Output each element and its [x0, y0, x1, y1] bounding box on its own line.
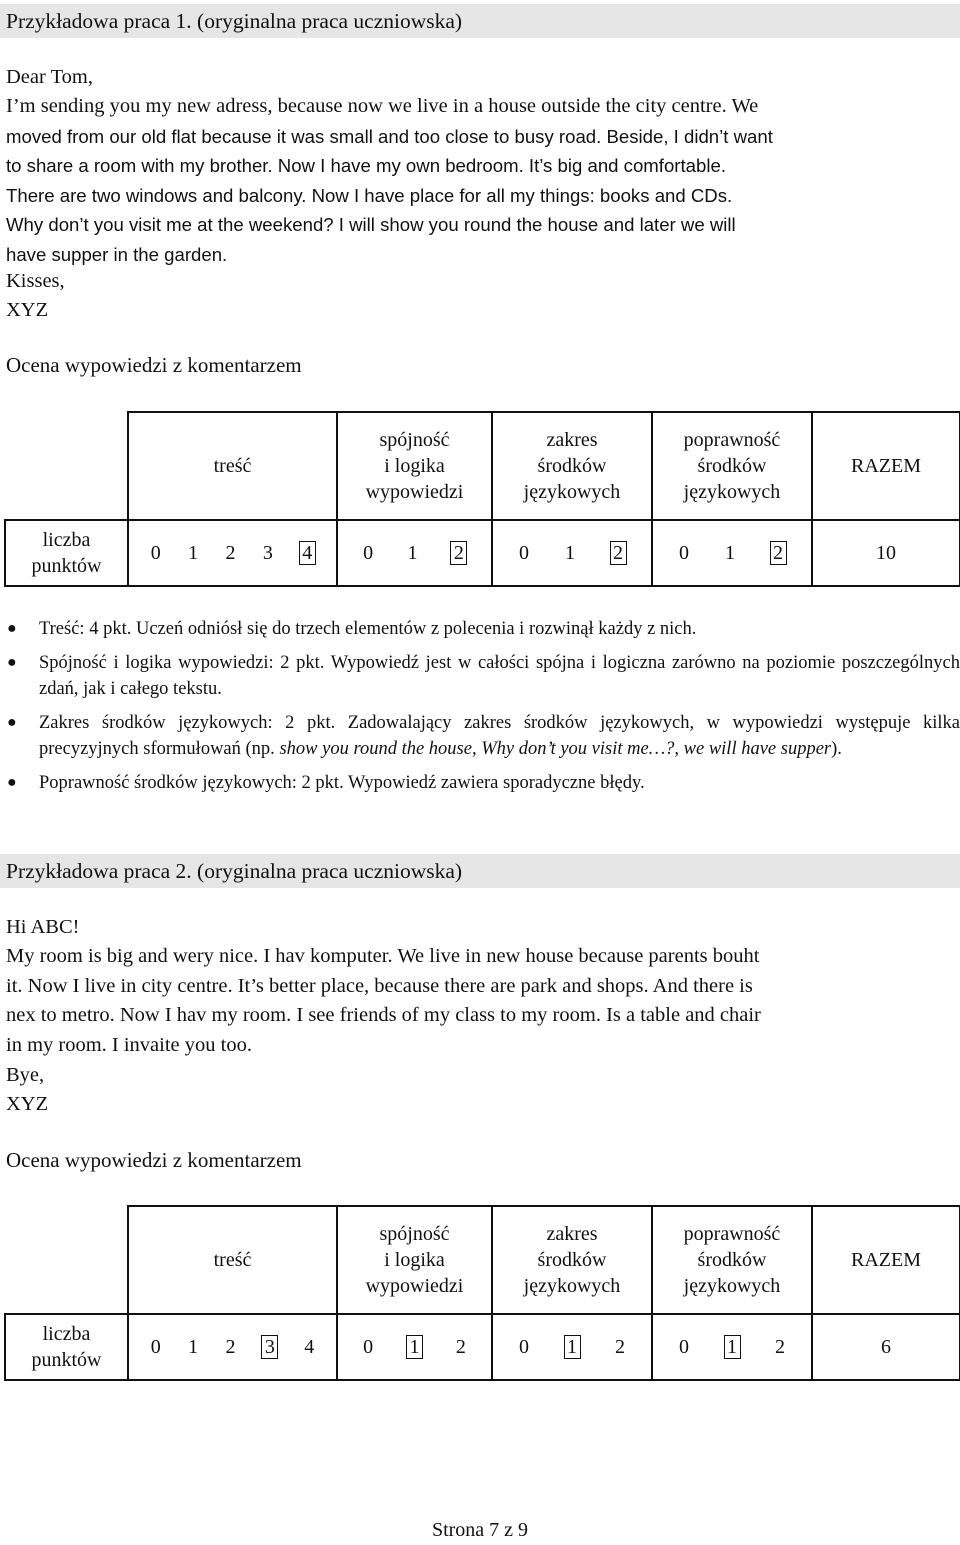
- comment-item: ● Spójność i logika wypowiedzi: 2 pkt. Wypowiedź jest w całości spójna i logiczna zarówno na poziomie poszczególnych zdań, jak i całego tekstu.: [0, 650, 960, 703]
- row-label: liczba punktów: [5, 1314, 128, 1380]
- header-tresc: treść: [128, 1206, 337, 1314]
- signature: XYZ: [6, 299, 49, 321]
- bullet-icon: ●: [7, 620, 17, 637]
- zakres-points: [492, 520, 652, 586]
- section1-title: Przykładowa praca 1. (oryginalna praca uczniowska): [0, 4, 960, 38]
- letter-line: My room is big and wery nice. I hav komputer. We live in new house because parents bouht: [6, 945, 760, 967]
- spojnosc-points: [337, 1314, 492, 1380]
- header-razem: RAZEM: [812, 412, 960, 520]
- point-value: 1: [725, 542, 735, 564]
- page-footer: Strona 7 z 9: [431, 1519, 529, 1541]
- point-value: 1: [407, 542, 418, 564]
- poprawnosc-points: [652, 1314, 812, 1380]
- total-points: 10: [812, 520, 960, 586]
- greeting: Hi ABC!: [6, 916, 80, 938]
- closing: Bye,: [6, 1064, 45, 1086]
- point-value: 0: [519, 542, 529, 564]
- tresc-points: [128, 520, 337, 586]
- table-corner: [5, 412, 128, 520]
- closing: Kisses,: [6, 270, 65, 292]
- header-poprawnosc: poprawność środków językowych: [652, 1206, 812, 1314]
- letter-line: moved from our old flat because it was small and too close to busy road. Beside, I didn’t want: [6, 125, 773, 147]
- bullet-icon: ●: [7, 713, 17, 731]
- assessment-heading: Ocena wypowiedzi z komentarzem: [6, 353, 302, 377]
- point-value: 1: [565, 542, 575, 564]
- comment-item: ● Treść: 4 pkt. Uczeń odniósł się do trzech elementów z polecenia i rozwinął każdy z nich.: [0, 616, 960, 643]
- point-value: 4: [304, 1336, 315, 1358]
- header-zakres: zakres środków językowych: [492, 412, 652, 520]
- point-value: 2: [225, 1336, 236, 1358]
- selected-point: 2: [450, 541, 467, 565]
- bullet-icon: ●: [7, 653, 17, 671]
- point-value: 2: [775, 1336, 785, 1358]
- header-razem: RAZEM: [812, 1206, 960, 1314]
- selected-point: 3: [261, 1335, 278, 1359]
- letter-line: have supper in the garden.: [6, 243, 228, 265]
- assessment-heading: Ocena wypowiedzi z komentarzem: [6, 1148, 302, 1172]
- signature: XYZ: [6, 1093, 49, 1115]
- letter-line: in my room. I invaite you too.: [6, 1033, 252, 1056]
- point-value: 3: [262, 542, 273, 564]
- poprawnosc-points: [652, 520, 812, 586]
- total-points: 6: [812, 1314, 960, 1380]
- point-value: 0: [679, 1336, 689, 1358]
- letter-line: nex to metro. Now I hav my room. I see friends of my class to my room. Is a table and chair: [6, 1004, 761, 1027]
- section2-title: Przykładowa praca 2. (oryginalna praca uczniowska): [0, 854, 960, 888]
- point-value: 2: [615, 1336, 625, 1358]
- point-value: 0: [363, 542, 374, 564]
- header-zakres: zakres środków językowych: [492, 1206, 652, 1314]
- comment-item: ● Poprawność środków językowych: 2 pkt. Wypowiedź zawiera sporadyczne błędy.: [0, 770, 960, 797]
- row-label: liczba punktów: [5, 520, 128, 586]
- bullet-icon: ●: [7, 773, 17, 791]
- header-spojnosc: spójność i logika wypowiedzi: [337, 1206, 492, 1314]
- letter-line: There are two windows and balcony. Now I have place for all my things: books and CDs.: [6, 184, 733, 206]
- point-value: 0: [679, 542, 689, 564]
- table-corner: [5, 1206, 128, 1314]
- letter-line: I’m sending you my new adress, because now we live in a house outside the city centre. We: [6, 95, 759, 117]
- letter-body: [6, 92, 956, 270]
- selected-point: 4: [299, 541, 316, 565]
- point-value: 2: [455, 1336, 466, 1358]
- selected-point: 1: [564, 1335, 581, 1359]
- point-value: 0: [150, 1336, 161, 1358]
- selected-point: 1: [724, 1335, 741, 1359]
- letter-line: to share a room with my brother. Now I have my own bedroom. It’s big and comfortable.: [6, 155, 726, 177]
- point-value: 0: [363, 1336, 374, 1358]
- header-spojnosc: spójność i logika wypowiedzi: [337, 412, 492, 520]
- header-poprawnosc: poprawność środków językowych: [652, 412, 812, 520]
- letter-body: [6, 942, 956, 1060]
- point-value: 1: [188, 1336, 199, 1358]
- spojnosc-points: [337, 520, 492, 586]
- comments-list: [0, 616, 960, 803]
- score-table: [4, 1205, 960, 1381]
- letter-line: Why don’t you visit me at the weekend? I will show you round the house and later we will: [6, 214, 736, 236]
- greeting: Dear Tom,: [6, 66, 93, 88]
- point-value: 2: [225, 542, 236, 564]
- header-tresc: treść: [128, 412, 337, 520]
- score-table: [4, 411, 960, 587]
- point-value: 1: [188, 542, 199, 564]
- point-value: 0: [519, 1336, 529, 1358]
- selected-point: 2: [610, 541, 627, 565]
- selected-point: 2: [770, 541, 787, 565]
- zakres-points: [492, 1314, 652, 1380]
- tresc-points: [128, 1314, 337, 1380]
- selected-point: 1: [406, 1335, 423, 1359]
- point-value: 0: [150, 542, 161, 564]
- comment-item: ● Zakres środków językowych: 2 pkt. Zadowalający zakres środków językowych, w wypowiedzi występuje kilka precyzyjnych sformułowań (np. show you round the house, Why don’t you visit me…?, we will have supper).: [0, 710, 960, 763]
- letter-line: it. Now I live in city centre. It’s better place, because there are park and shops. And there is: [6, 974, 753, 997]
